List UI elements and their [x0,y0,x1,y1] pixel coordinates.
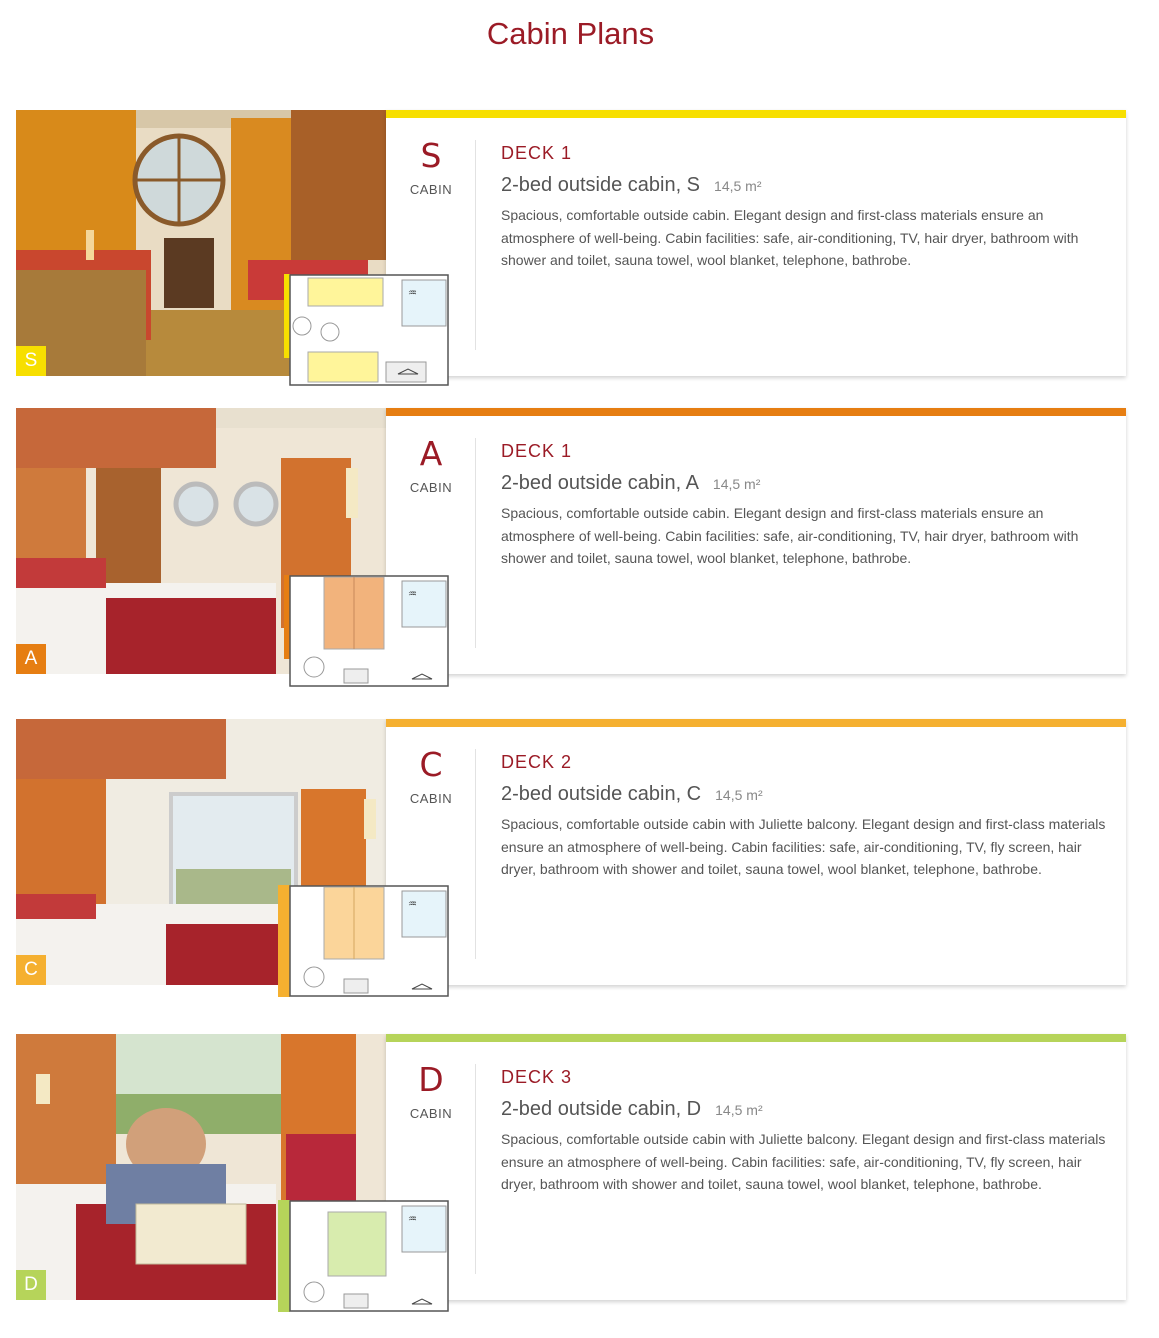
cabin-info-panel [386,110,1126,376]
page-title: Cabin Plans [486,16,655,51]
svg-text:♒: ♒ [408,589,417,600]
cabin-name: 2-bed outside cabin, A [501,472,699,494]
shower-icon [408,288,417,299]
category-letter: C [419,745,443,784]
category-label: CABIN [409,1106,453,1121]
shower-icon [408,1214,417,1225]
cabin-size: 14,5 m² [715,787,763,803]
category-letter: D [418,1060,444,1099]
category-color-bar [386,110,1126,118]
cabin-badge: S [16,346,46,376]
cabin-size: 14,5 m² [714,178,762,194]
deck-label: DECK 3 [501,1067,573,1087]
cabin-title [501,783,763,806]
cabin-name: 2-bed outside cabin, S [501,174,701,196]
cabin-description: Spacious, comfortable outside cabin. Elegant design and first-class materials ensure an atmosphere of well-being. Cabin facilities: safe, air-conditioning, TV, hair dryer, bathroom with shower and toilet, sauna towel, wool blanket, telephone, bathrobe. [501,505,1079,566]
cabin-description: Spacious, comfortable outside cabin. Elegant design and first-class materials ensure an atmosphere of well-being. Cabin facilities: safe, air-conditioning, TV, hair dryer, bathroom with shower and toilet, sauna towel, wool blanket, telephone, bathrobe. [501,207,1079,268]
category-label: CABIN [409,480,453,495]
cabin-card-a[interactable] [16,408,1126,674]
floor-plan[interactable] [278,274,450,386]
divider [475,1064,476,1274]
category-color-bar [386,719,1126,727]
cabin-badge: A [16,644,46,674]
divider [475,140,476,350]
cabin-name: 2-bed outside cabin, D [501,1098,702,1120]
divider [475,749,476,959]
category-label: CABIN [409,182,453,197]
category-letter: S [420,136,442,175]
shower-icon [408,899,417,910]
cabin-badge: C [16,955,46,985]
cabin-name: 2-bed outside cabin, C [501,783,702,805]
floor-plan[interactable] [278,1200,450,1312]
cabin-card-c[interactable] [16,719,1126,985]
deck-label: DECK 1 [501,143,573,163]
cabin-info-panel [386,408,1126,674]
floor-plan[interactable] [278,575,450,687]
cabin-size: 14,5 m² [715,1102,763,1118]
category-label: CABIN [409,791,453,806]
deck-label: DECK 2 [501,752,573,772]
cabin-title [501,472,760,495]
deck-label: DECK 1 [501,441,573,461]
category-color-bar [386,1034,1126,1042]
shower-icon [408,589,417,600]
cabin-info-panel [386,719,1126,985]
cabin-description: Spacious, comfortable outside cabin with Juliette balcony. Elegant design and first-class materials ensure an atmosphere of well-being. Cabin facilities: safe, air-conditioning, TV, fly screen, hair dryer, bathroom with shower and toilet, sauna towel, wool blanket, telephone, bathrobe. [501,816,1106,877]
cabin-card-d[interactable] [16,1034,1126,1300]
cabin-badge: D [16,1270,46,1300]
divider [475,438,476,648]
cabin-description: Spacious, comfortable outside cabin with Juliette balcony. Elegant design and first-class materials ensure an atmosphere of well-being. Cabin facilities: safe, air-conditioning, TV, fly screen, hair dryer, bathroom with shower and toilet, sauna towel, wool blanket, telephone, bathrobe. [501,1131,1106,1192]
cabin-title [501,174,762,197]
cabin-card-s[interactable] [16,110,1126,376]
cabin-title [501,1098,763,1121]
category-color-bar [386,408,1126,416]
cabin-size: 14,5 m² [712,476,761,492]
cabin-info-panel [386,1034,1126,1300]
svg-text:♒: ♒ [408,1214,417,1225]
svg-text:♒: ♒ [408,899,417,910]
category-letter: A [419,434,443,473]
svg-text:♒: ♒ [408,288,417,299]
floor-plan[interactable] [278,885,450,997]
